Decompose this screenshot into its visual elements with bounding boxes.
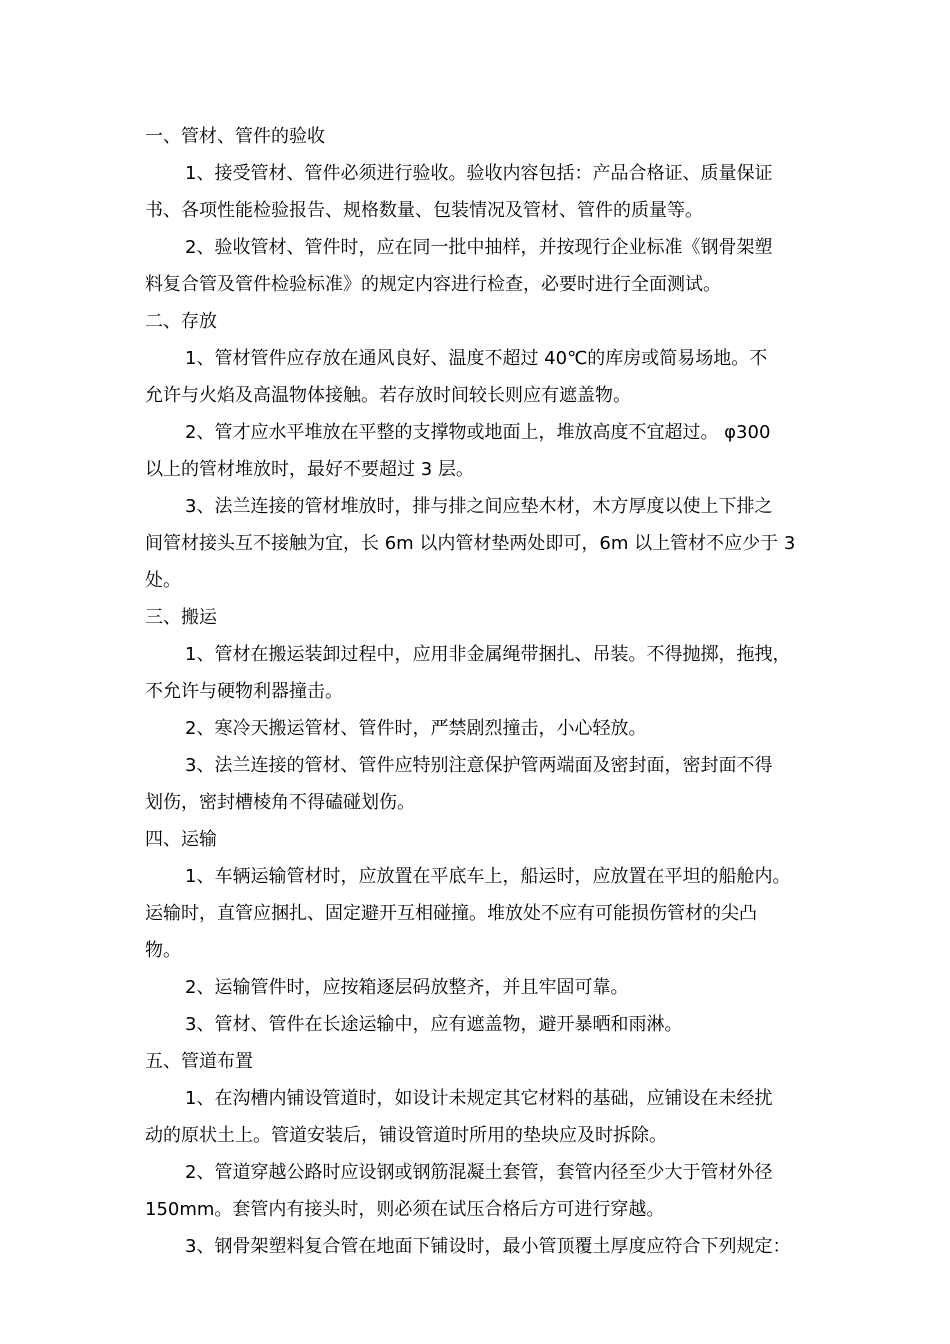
section-heading: 四、运输 [145,829,217,850]
paragraph-line: 以上的管材堆放时，最好不要超过 3 层。 [145,459,474,480]
paragraph-line: 3、法兰连接的管材、管件应特别注意保护管两端面及密封面，密封面不得 [185,755,773,776]
paragraph-line: 间管材接头互不接触为宜，长 6m 以内管材垫两处即可，6m 以上管材不应少于 3 [145,533,796,554]
paragraph-line: 3、管材、管件在长途运输中，应有遮盖物，避开暴晒和雨淋。 [185,1014,683,1035]
paragraph-line: 2、管才应水平堆放在平整的支撑物或地面上，堆放高度不宜超过。 φ300 [185,422,771,443]
paragraph-line: 料复合管及管件检验标准》的规定内容进行检查，必要时进行全面测试。 [145,274,721,295]
paragraph-line: 划伤，密封槽棱角不得磕碰划伤。 [145,792,415,813]
paragraph-line: 2、运输管件时，应按箱逐层码放整齐，并且牢固可靠。 [185,977,629,998]
paragraph-line: 1、接受管材、管件必须进行验收。验收内容包括：产品合格证、质量保证 [185,163,773,184]
paragraph-line: 1、车辆运输管材时，应放置在平底车上，船运时，应放置在平坦的船舱内。 [185,866,791,887]
paragraph-line: 不允许与硬物利器撞击。 [145,681,343,702]
paragraph-line: 动的原状土上。管道安装后，铺设管道时所用的垫块应及时拆除。 [145,1125,667,1146]
paragraph-line: 书、各项性能检验报告、规格数量、包装情况及管材、管件的质量等。 [145,200,703,221]
paragraph-line: 2、管道穿越公路时应设钢或钢筋混凝土套管，套管内径至少大于管材外径 [185,1162,773,1183]
paragraph-line: 2、验收管材、管件时，应在同一批中抽样，并按现行企业标准《钢骨架塑 [185,237,773,258]
document-page [145,118,830,1265]
section-heading: 三、搬运 [145,607,217,628]
section-heading: 二、存放 [145,311,217,332]
paragraph-line: 150mm。套管内有接头时，则必须在试压合格后方可进行穿越。 [145,1199,665,1220]
paragraph-line: 允许与火焰及高温物体接触。若存放时间较长则应有遮盖物。 [145,385,631,406]
paragraph-line: 2、寒冷天搬运管材、管件时，严禁剧烈撞击，小心轻放。 [185,718,647,739]
paragraph-line: 3、钢骨架塑料复合管在地面下铺设时，最小管顶覆土厚度应符合下列规定： [185,1236,791,1257]
section-heading: 五、管道布置 [145,1051,253,1072]
paragraph-line: 1、管材管件应存放在通风良好、温度不超过 40℃的库房或简易场地。不 [185,348,768,369]
paragraph-line: 物。 [145,940,181,961]
section-heading: 一、管材、管件的验收 [145,126,325,147]
paragraph-line: 运输时，直管应捆扎、固定避开互相碰撞。堆放处不应有可能损伤管材的尖凸 [145,903,757,924]
paragraph-line: 处。 [145,570,181,591]
paragraph-line: 1、在沟槽内铺设管道时，如设计未规定其它材料的基础，应铺设在未经扰 [185,1088,773,1109]
paragraph-line: 1、管材在搬运装卸过程中，应用非金属绳带捆扎、吊装。不得抛掷，拖拽， [185,644,791,665]
paragraph-line: 3、法兰连接的管材堆放时，排与排之间应垫木材，木方厚度以使上下排之 [185,496,773,517]
